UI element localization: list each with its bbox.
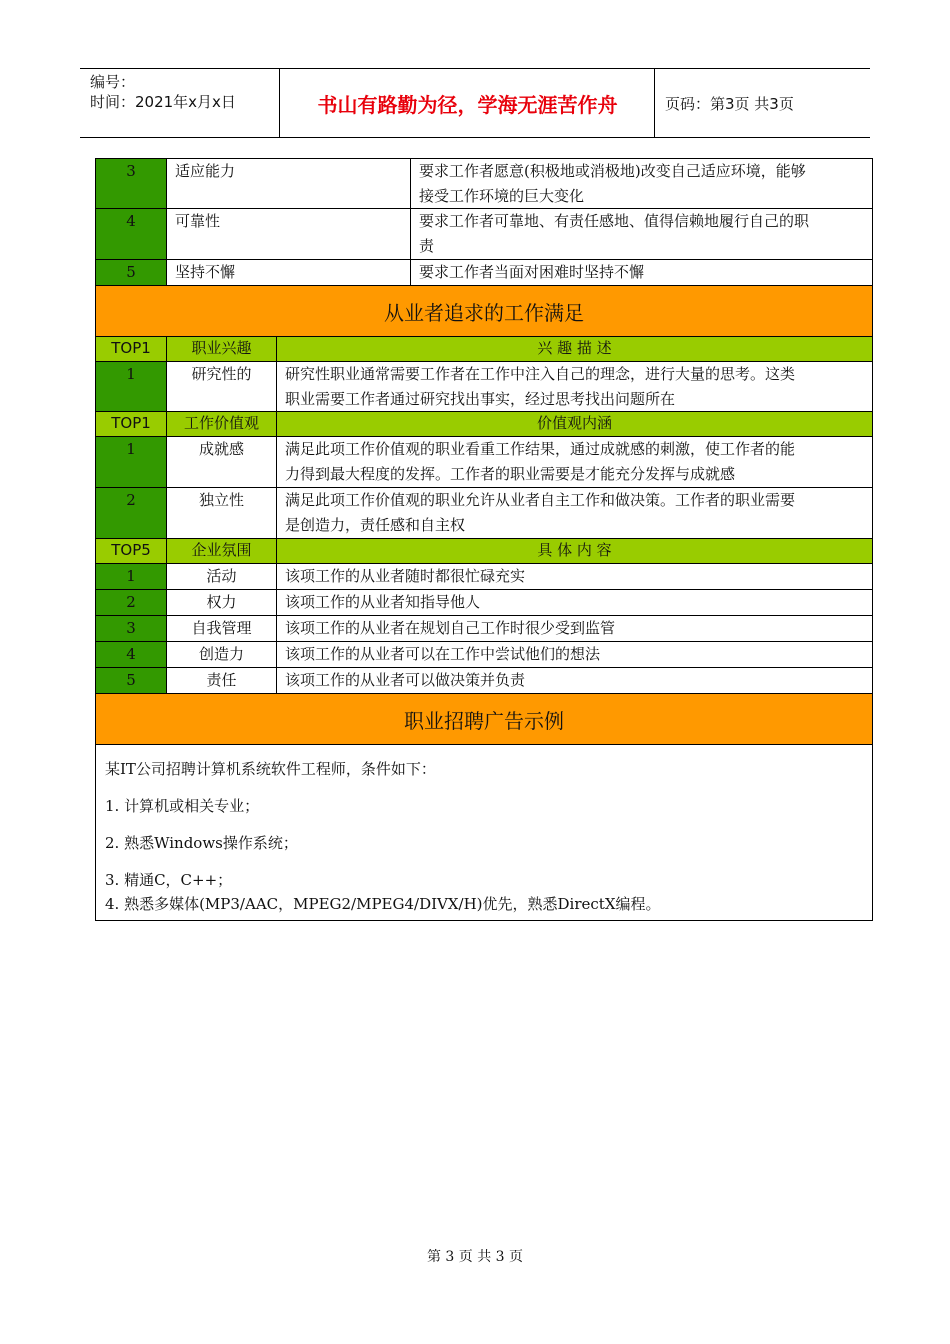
table-row	[96, 564, 872, 590]
desc-line: 满足此项工作价值观的职业看重工作结果，通过成就感的刺激，使工作者的能	[285, 440, 796, 458]
desc-line: 要求工作者愿意(积极地或消极地)改变自己适应环境，能够	[419, 162, 806, 180]
item-name: 活动	[167, 564, 277, 589]
ad-item: 3. 精通C，C++；	[105, 871, 233, 889]
rank-label: TOP1	[96, 337, 167, 361]
item-desc: 该项工作的从业者可以做决策并负责	[285, 671, 526, 689]
ad-item: 2. 熟悉Windows操作系统；	[105, 834, 298, 852]
table-row	[96, 209, 872, 260]
table-row	[96, 362, 872, 412]
table-row	[96, 437, 872, 488]
item-name: 责任	[167, 668, 277, 693]
row-number: 3	[96, 159, 167, 208]
table-row	[96, 590, 872, 616]
job-ad	[96, 745, 872, 920]
trait-name: 适应能力	[167, 159, 411, 208]
row-number: 2	[96, 488, 167, 538]
desc-line: 满足此项工作价值观的职业允许从业者自主工作和做决策。工作者的职业需要	[285, 491, 796, 509]
column-header-name: 职业兴趣	[167, 337, 277, 361]
table-row	[96, 488, 872, 539]
row-number: 5	[96, 668, 167, 693]
row-number: 1	[96, 362, 167, 411]
rank-label: TOP1	[96, 412, 167, 436]
item-name: 创造力	[167, 642, 277, 667]
page-header	[80, 68, 870, 138]
group-header-interest	[96, 337, 872, 362]
row-number: 1	[96, 437, 167, 487]
trait-name: 坚持不懈	[167, 260, 411, 285]
header-motto: 书山有路勤为径，学海无涯苦作舟	[281, 69, 655, 137]
column-header-desc: 具 体 内 容	[277, 539, 872, 563]
trait-desc	[411, 209, 872, 259]
table-row	[96, 668, 872, 694]
page-footer: 第 3 页 共 3 页	[426, 1249, 524, 1265]
row-number: 1	[96, 564, 167, 589]
table-row	[96, 260, 872, 286]
ad-intro: 某IT公司招聘计算机系统软件工程师，条件如下：	[105, 760, 436, 778]
item-desc	[277, 488, 872, 538]
section-title: 职业招聘广告示例	[96, 694, 872, 745]
rank-label: TOP5	[96, 539, 167, 563]
row-number: 4	[96, 642, 167, 667]
table-row	[96, 642, 872, 668]
desc-line: 接受工作环境的巨大变化	[419, 187, 585, 205]
header-page-label: 页码：第3页 共3页	[665, 94, 794, 113]
number-label: 编号：	[90, 73, 136, 91]
item-desc: 该项工作的从业者知指导他人	[285, 593, 481, 611]
ad-item: 1. 计算机或相关专业；	[105, 797, 260, 815]
content-table	[95, 158, 873, 921]
row-number: 3	[96, 616, 167, 641]
item-desc	[277, 362, 872, 411]
column-header-desc: 兴 趣 描 述	[277, 337, 872, 361]
column-header-name: 企业氛围	[167, 539, 277, 563]
row-number: 4	[96, 209, 167, 259]
desc-line: 责	[419, 237, 435, 255]
item-desc: 该项工作的从业者可以在工作中尝试他们的想法	[285, 645, 601, 663]
desc-line: 研究性职业通常需要工作者在工作中注入自己的理念，进行大量的思考。这类	[285, 365, 796, 383]
item-desc: 该项工作的从业者在规划自己工作时很少受到监管	[285, 619, 616, 637]
row-number: 2	[96, 590, 167, 615]
item-name: 权力	[167, 590, 277, 615]
header-meta	[80, 69, 280, 137]
row-number: 5	[96, 260, 167, 285]
trait-desc	[411, 159, 872, 208]
column-header-desc: 价值观内涵	[277, 412, 872, 436]
item-name: 自我管理	[167, 616, 277, 641]
desc-line: 力得到最大程度的发挥。工作者的职业需要是才能充分发挥与成就感	[285, 465, 736, 483]
table-row	[96, 616, 872, 642]
desc-line: 职业需要工作者通过研究找出事实，经过思考找出问题所在	[285, 390, 676, 408]
trait-desc: 要求工作者当面对困难时坚持不懈	[419, 263, 645, 281]
desc-line: 要求工作者可靠地、有责任感地、值得信赖地履行自己的职	[419, 212, 810, 230]
column-header-name: 工作价值观	[167, 412, 277, 436]
group-header-climate	[96, 539, 872, 564]
item-desc	[277, 437, 872, 487]
time-label: 时间：2021年x月x日	[90, 93, 236, 111]
section-title: 从业者追求的工作满足	[96, 286, 872, 337]
desc-line: 是创造力，责任感和自主权	[285, 516, 466, 534]
trait-name: 可靠性	[167, 209, 411, 259]
item-name: 成就感	[167, 437, 277, 487]
table-row	[96, 159, 872, 209]
item-name: 研究性的	[167, 362, 277, 411]
ad-item: 4. 熟悉多媒体(MP3/AAC，MPEG2/MPEG4/DIVX/H)优先，熟悉DirectX编程。	[105, 895, 661, 913]
item-name: 独立性	[167, 488, 277, 538]
item-desc: 该项工作的从业者随时都很忙碌充实	[285, 567, 526, 585]
group-header-values	[96, 412, 872, 437]
